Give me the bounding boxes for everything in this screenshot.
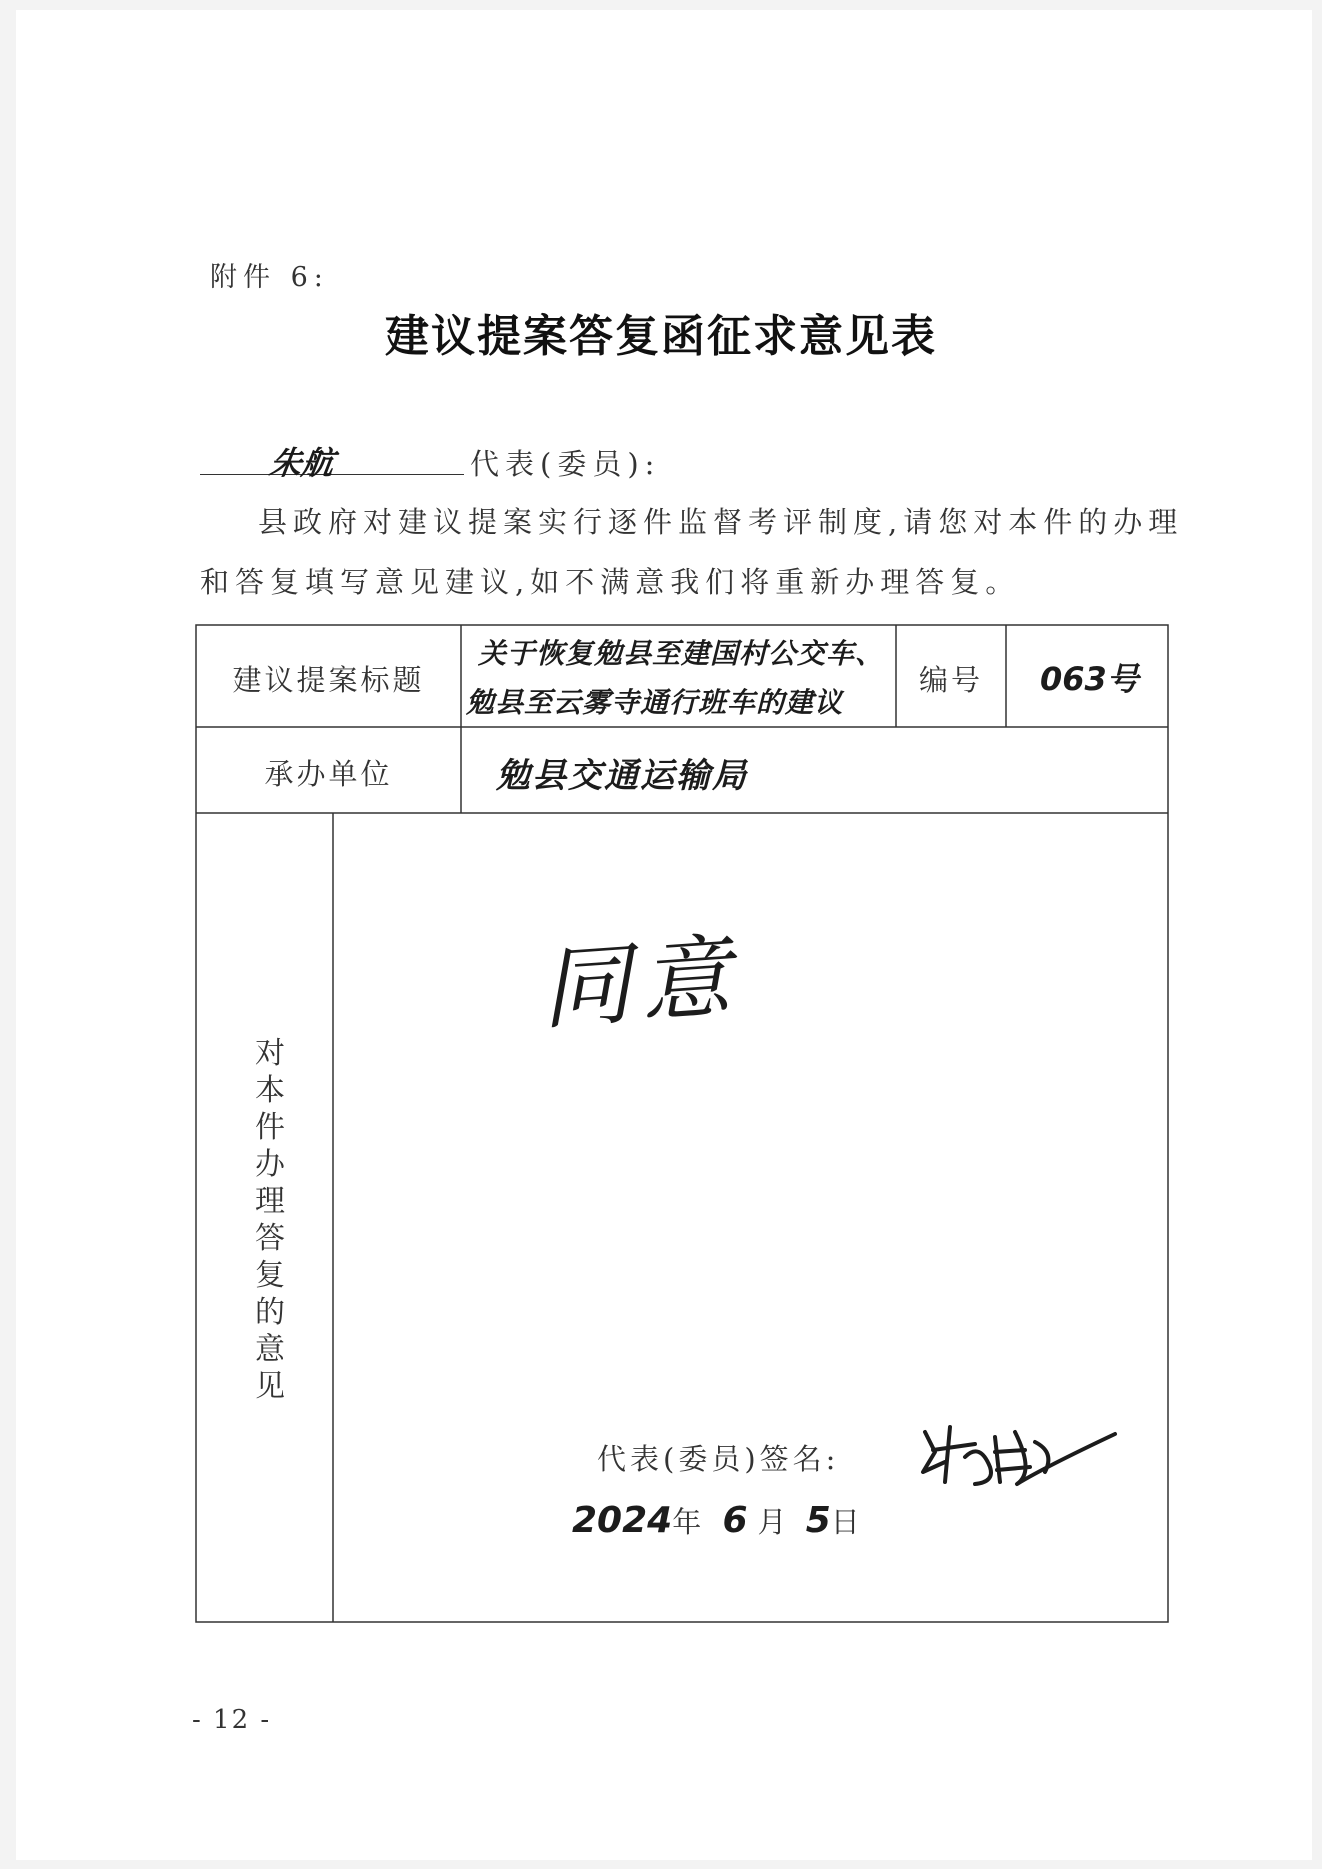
addressee-suffix: 代表(委员): bbox=[470, 447, 661, 481]
addressee-name: 朱航 bbox=[267, 444, 337, 482]
number-label: 编号 bbox=[918, 663, 983, 697]
date-line bbox=[572, 1500, 860, 1541]
representative-signature bbox=[905, 1412, 1125, 1502]
proposal-title-line2: 勉县至云雾寺通行班车的建议 bbox=[466, 686, 844, 719]
date-month-unit: 月 bbox=[757, 1505, 787, 1539]
opinion-label: 对本件办理答复的意见 bbox=[255, 1036, 285, 1404]
proposal-title-label: 建议提案标题 bbox=[232, 663, 425, 697]
signature-label: 代表(委员)签名: bbox=[597, 1442, 840, 1476]
handling-unit-label: 承办单位 bbox=[264, 757, 393, 791]
number-value: 063号 bbox=[1040, 660, 1139, 698]
date-day-unit: 日 bbox=[830, 1505, 860, 1539]
intro-paragraph: 县政府对建议提案实行逐件监督考评制度,请您对本件的办理和答复填写意见建议,如不满意我们将重新办理答复。 bbox=[200, 505, 1184, 599]
page-number: - 12 - bbox=[192, 1705, 272, 1735]
attachment-label: 附件 6: bbox=[210, 262, 329, 293]
date-month: 6 bbox=[722, 1500, 748, 1541]
date-year: 2024 bbox=[572, 1500, 673, 1541]
date-day: 5 bbox=[805, 1500, 831, 1541]
date-year-unit: 年 bbox=[672, 1505, 702, 1539]
opinion-value: 同意 bbox=[537, 924, 745, 1043]
handling-unit-value: 勉县交通运输局 bbox=[496, 756, 748, 796]
proposal-title-line1: 关于恢复勉县至建国村公交车、 bbox=[478, 637, 885, 670]
document-title: 建议提案答复函征求意见表 bbox=[385, 311, 937, 362]
